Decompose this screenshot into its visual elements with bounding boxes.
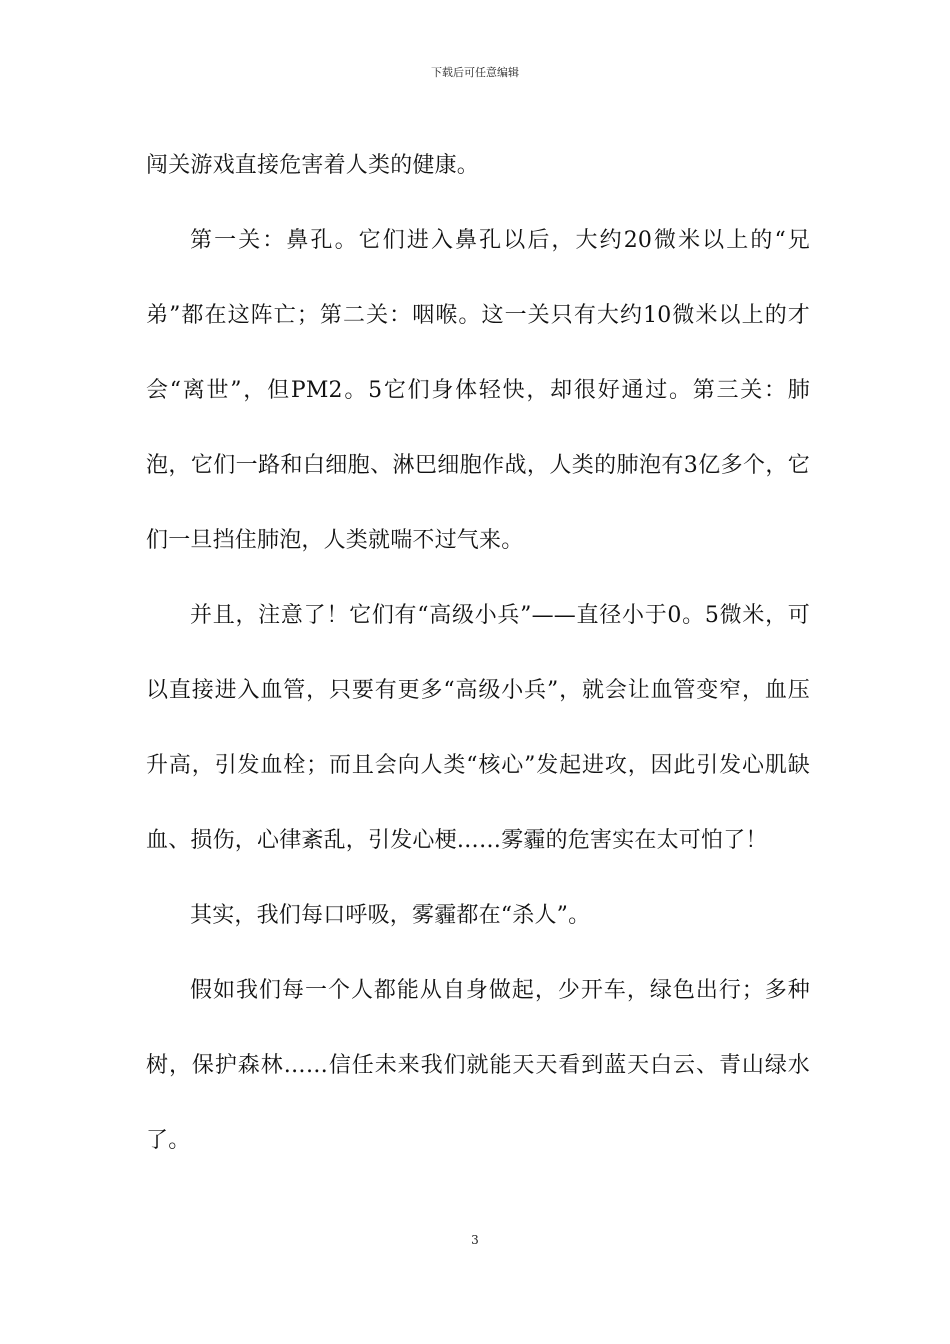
paragraph-3: 并且，注意了！它们有“高级小兵”——直径小于0。5微米，可以直接进入血管，只要有更多“高级小兵”，就会让血管变窄，血压升高，引发血栓；而且会向人类“核心”发起进攻，因此引发心肌缺血、损伤，心律紊乱，引发心梗……雾霾的危害实在太可怕了！ bbox=[146, 603, 810, 853]
page-header: 下载后可任意编辑 bbox=[431, 66, 519, 79]
paragraph-2: 第一关：鼻孔。它们进入鼻孔以后，大约20微米以上的“兄弟”都在这阵亡；第二关：咽喉。这一关只有大约10微米以上的才会“离世”，但PM2。5它们身体轻快，却很好通过。第三关：肺泡，它们一路和白细胞、淋巴细胞作战，人类的肺泡有3亿多个，它们一旦挡住肺泡，人类就喘不过气来。 bbox=[146, 228, 810, 553]
paragraph-1: 闯关游戏直接危害着人类的健康。 bbox=[146, 153, 480, 178]
document-body bbox=[146, 128, 810, 1178]
paragraph-5: 假如我们每一个人都能从自身做起，少开车，绿色出行；多种树，保护森林……信任未来我们就能天天看到蓝天白云、青山绿水了。 bbox=[146, 978, 810, 1153]
page-number: 3 bbox=[471, 1233, 479, 1247]
paragraph-4: 其实，我们每口呼吸，雾霾都在“杀人”。 bbox=[190, 903, 591, 928]
